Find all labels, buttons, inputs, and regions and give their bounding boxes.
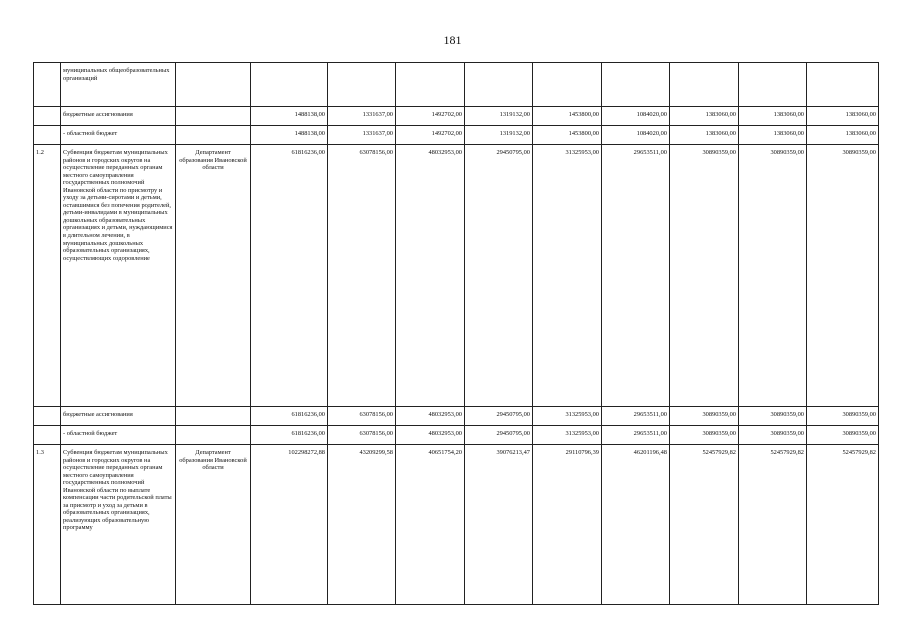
row-executor — [176, 407, 251, 426]
row-executor — [176, 63, 251, 107]
value-cell — [465, 63, 533, 107]
value-cell: 48032953,00 — [396, 407, 465, 426]
value-cell: 31325953,00 — [533, 145, 602, 407]
row-index — [34, 126, 61, 145]
value-cell: 1488138,00 — [251, 107, 328, 126]
value-cell: 61816236,00 — [251, 407, 328, 426]
row-index — [34, 426, 61, 445]
value-cell: 1383060,00 — [807, 126, 879, 145]
row-name: муниципальных общеобразовательных организаций — [61, 63, 176, 107]
value-cell: 30890359,00 — [739, 145, 807, 407]
value-cell: 63078156,00 — [328, 426, 396, 445]
row-executor — [176, 107, 251, 126]
row-name: Субвенция бюджетам муниципальных районов и городских округов на осуществление переданных органам местного самоуправления государственных полномочий Ивановской области по выплате компенсации части родительской платы за присмотр и уход за детьми в образовательных организациях, реализующих образовательную программу — [61, 445, 176, 605]
row-executor — [176, 126, 251, 145]
value-cell: 48032953,00 — [396, 145, 465, 407]
value-cell: 40651754,20 — [396, 445, 465, 605]
row-index: 1.2 — [34, 145, 61, 407]
value-cell: 1383060,00 — [670, 107, 739, 126]
table-row — [34, 445, 879, 605]
value-cell: 48032953,00 — [396, 426, 465, 445]
value-cell — [602, 63, 670, 107]
value-cell — [807, 63, 879, 107]
value-cell: 31325953,00 — [533, 426, 602, 445]
value-cell — [739, 63, 807, 107]
row-name: Субвенция бюджетам муниципальных районов и городских округов на осуществление переданных органам местного самоуправления государственных полномочий Ивановской области по присмотру и уходу за детьми-сиротами и детьми, оставшимися без попечения родителей, детьми-инвалидами в муниципальных дошкольных образовательных организациях и детьми, нуждающимися в длительном лечении, в муниципальных дошкольных образовательных организациях, осуществляющих оздоровление — [61, 145, 176, 407]
value-cell: 29450795,00 — [465, 426, 533, 445]
value-cell — [670, 63, 739, 107]
value-cell: 29653511,00 — [602, 426, 670, 445]
table-row — [34, 407, 879, 426]
row-index — [34, 63, 61, 107]
table-row — [34, 63, 879, 107]
value-cell: 29653511,00 — [602, 145, 670, 407]
value-cell — [533, 63, 602, 107]
row-name: - областной бюджет — [61, 126, 176, 145]
value-cell: 1319132,00 — [465, 107, 533, 126]
value-cell: 102298272,88 — [251, 445, 328, 605]
value-cell: 30890359,00 — [670, 426, 739, 445]
value-cell: 63078156,00 — [328, 145, 396, 407]
value-cell: 1492702,00 — [396, 126, 465, 145]
value-cell — [251, 63, 328, 107]
row-name: - областной бюджет — [61, 426, 176, 445]
row-executor — [176, 426, 251, 445]
table-row — [34, 107, 879, 126]
value-cell: 1331637,00 — [328, 107, 396, 126]
value-cell: 63078156,00 — [328, 407, 396, 426]
value-cell: 61816236,00 — [251, 426, 328, 445]
row-index — [34, 407, 61, 426]
value-cell: 30890359,00 — [670, 407, 739, 426]
value-cell — [396, 63, 465, 107]
table-row — [34, 126, 879, 145]
value-cell: 30890359,00 — [807, 426, 879, 445]
value-cell: 1488138,00 — [251, 126, 328, 145]
value-cell: 30890359,00 — [807, 145, 879, 407]
value-cell: 52457929,82 — [807, 445, 879, 605]
value-cell: 1453800,00 — [533, 126, 602, 145]
row-name: бюджетные ассигнования — [61, 107, 176, 126]
value-cell: 1331637,00 — [328, 126, 396, 145]
value-cell: 61816236,00 — [251, 145, 328, 407]
table-row — [34, 426, 879, 445]
table-row — [34, 145, 879, 407]
value-cell: 30890359,00 — [739, 407, 807, 426]
value-cell: 31325953,00 — [533, 407, 602, 426]
value-cell: 1084020,00 — [602, 107, 670, 126]
value-cell: 30890359,00 — [739, 426, 807, 445]
value-cell: 1453800,00 — [533, 107, 602, 126]
budget-table — [33, 62, 879, 605]
value-cell: 1383060,00 — [670, 126, 739, 145]
value-cell: 39076213,47 — [465, 445, 533, 605]
value-cell: 29450795,00 — [465, 145, 533, 407]
value-cell: 1383060,00 — [739, 126, 807, 145]
row-name: бюджетные ассигнования — [61, 407, 176, 426]
value-cell: 30890359,00 — [807, 407, 879, 426]
row-index — [34, 107, 61, 126]
row-index: 1.3 — [34, 445, 61, 605]
value-cell — [328, 63, 396, 107]
value-cell: 52457929,82 — [670, 445, 739, 605]
value-cell: 29450795,00 — [465, 407, 533, 426]
value-cell: 43209299,58 — [328, 445, 396, 605]
row-executor: Департамент образования Ивановской области — [176, 445, 251, 605]
value-cell: 29110796,39 — [533, 445, 602, 605]
page-number: 181 — [443, 33, 462, 47]
value-cell: 1383060,00 — [807, 107, 879, 126]
value-cell: 52457929,82 — [739, 445, 807, 605]
value-cell: 46201196,48 — [602, 445, 670, 605]
value-cell: 29653511,00 — [602, 407, 670, 426]
row-executor: Департамент образования Ивановской области — [176, 145, 251, 407]
value-cell: 1319132,00 — [465, 126, 533, 145]
value-cell: 1383060,00 — [739, 107, 807, 126]
value-cell: 1084020,00 — [602, 126, 670, 145]
value-cell: 30890359,00 — [670, 145, 739, 407]
value-cell: 1492702,00 — [396, 107, 465, 126]
